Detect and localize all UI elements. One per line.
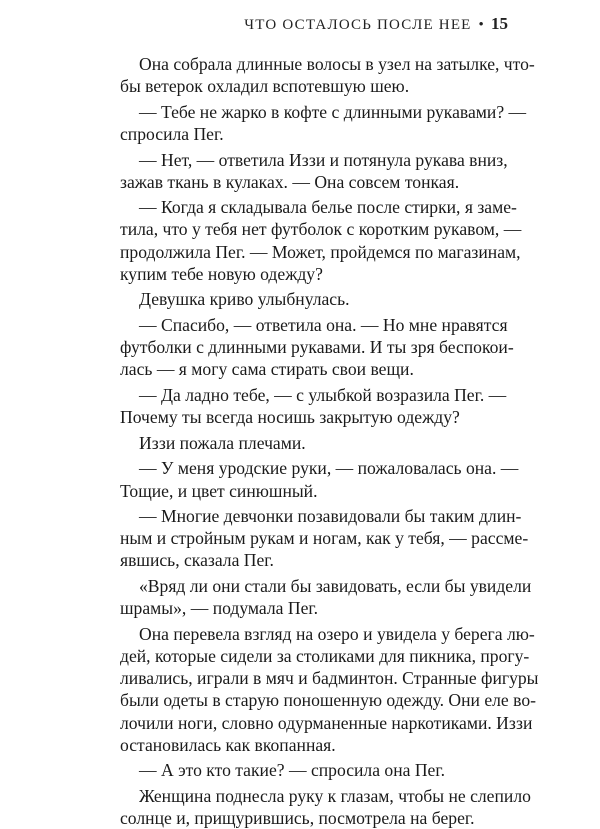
paragraph: [120, 759, 500, 781]
text-line: Тощие, и цвет синюшный.: [120, 480, 318, 501]
body-text: [120, 53, 539, 829]
text-line: Почему ты всегда носишь закрытую одежду?: [120, 407, 460, 428]
page-number: 15: [491, 14, 508, 33]
text-line: «Вряд ли они стали бы завидовать, если бы увидели: [139, 576, 532, 597]
header-bullet: •: [478, 17, 485, 33]
text-line: бы ветерок охладил вспотевшую шею.: [120, 76, 410, 97]
text-line: Женщина поднесла руку к глазам, чтобы не слепило: [139, 785, 531, 806]
text-line: — Многие девчонки позавидовали бы таким длин-: [139, 506, 522, 527]
text-line: лочили ноги, словно одурманенные наркотиками. Иззи: [120, 712, 533, 733]
paragraph: [120, 314, 514, 381]
text-line: — Спасибо, — ответила она. — Но мне нравятся: [139, 315, 508, 336]
paragraph: [120, 785, 531, 829]
text-line: солнце и, прищурившись, посмотрела на берег.: [120, 808, 475, 829]
paragraph: [120, 288, 500, 310]
text-line: лась — я могу сама стирать свои вещи.: [120, 359, 414, 380]
text-line: зажав ткань в кулаках. — Она совсем тонкая.: [120, 171, 460, 192]
text-line: — У меня уродские руки, — пожаловалась она. —: [139, 458, 519, 479]
running-header: [244, 14, 508, 34]
paragraph: [120, 623, 539, 756]
paragraph: [120, 384, 507, 428]
text-line: Иззи пожала плечами.: [139, 432, 306, 453]
paragraph: [120, 53, 535, 97]
text-line: — Тебе не жарко в кофте с длинными рукавами? —: [139, 101, 527, 122]
paragraph: [120, 149, 508, 193]
paragraph: [120, 432, 500, 454]
paragraph: [120, 196, 522, 285]
paragraph: [120, 101, 527, 145]
running-header-title: ЧТО ОСТАЛОСЬ ПОСЛЕ НЕЕ: [244, 17, 472, 33]
text-line: шрамы», — подумала Пег.: [120, 598, 319, 619]
text-line: остановилась как вкопанная.: [120, 734, 336, 755]
text-line: купим тебе новую одежду?: [120, 263, 323, 284]
text-line: Девушка криво улыбнулась.: [139, 289, 350, 310]
text-line: — Нет, — ответила Иззи и потянула рукава вниз,: [139, 149, 508, 170]
text-line: тила, что у тебя нет футболок с коротким рукавом, —: [120, 219, 522, 240]
text-line: ным и стройным рукам и ногам, как у тебя, — рассме-: [120, 528, 529, 549]
text-line: футболки с длинными рукавами. И ты зря беспокои-: [120, 337, 514, 358]
paragraph: [120, 575, 532, 619]
text-line: дей, которые сидели за столиками для пикника, прогу-: [120, 645, 530, 666]
text-line: продолжила Пег. — Может, пройдемся по магазинам,: [120, 241, 521, 262]
text-line: явшись, сказала Пег.: [120, 550, 274, 571]
text-line: Она перевела взгляд на озеро и увидела у берега лю-: [139, 623, 535, 644]
text-line: — Да ладно тебе, — с улыбкой возразила Пег. —: [139, 384, 507, 405]
text-line: — Когда я складывала белье после стирки, я заме-: [139, 197, 517, 218]
text-line: Она собрала длинные волосы в узел на затылке, что-: [139, 54, 535, 74]
text-line: ливались, играли в мяч и бадминтон. Странные фигуры: [120, 668, 539, 689]
paragraph: [120, 505, 529, 572]
paragraph: [120, 457, 519, 501]
text-line: — А это кто такие? — спросила она Пег.: [139, 760, 445, 781]
text-line: были одеты в старую поношенную одежду. Они еле во-: [120, 690, 536, 711]
text-line: спросила Пег.: [120, 123, 224, 144]
